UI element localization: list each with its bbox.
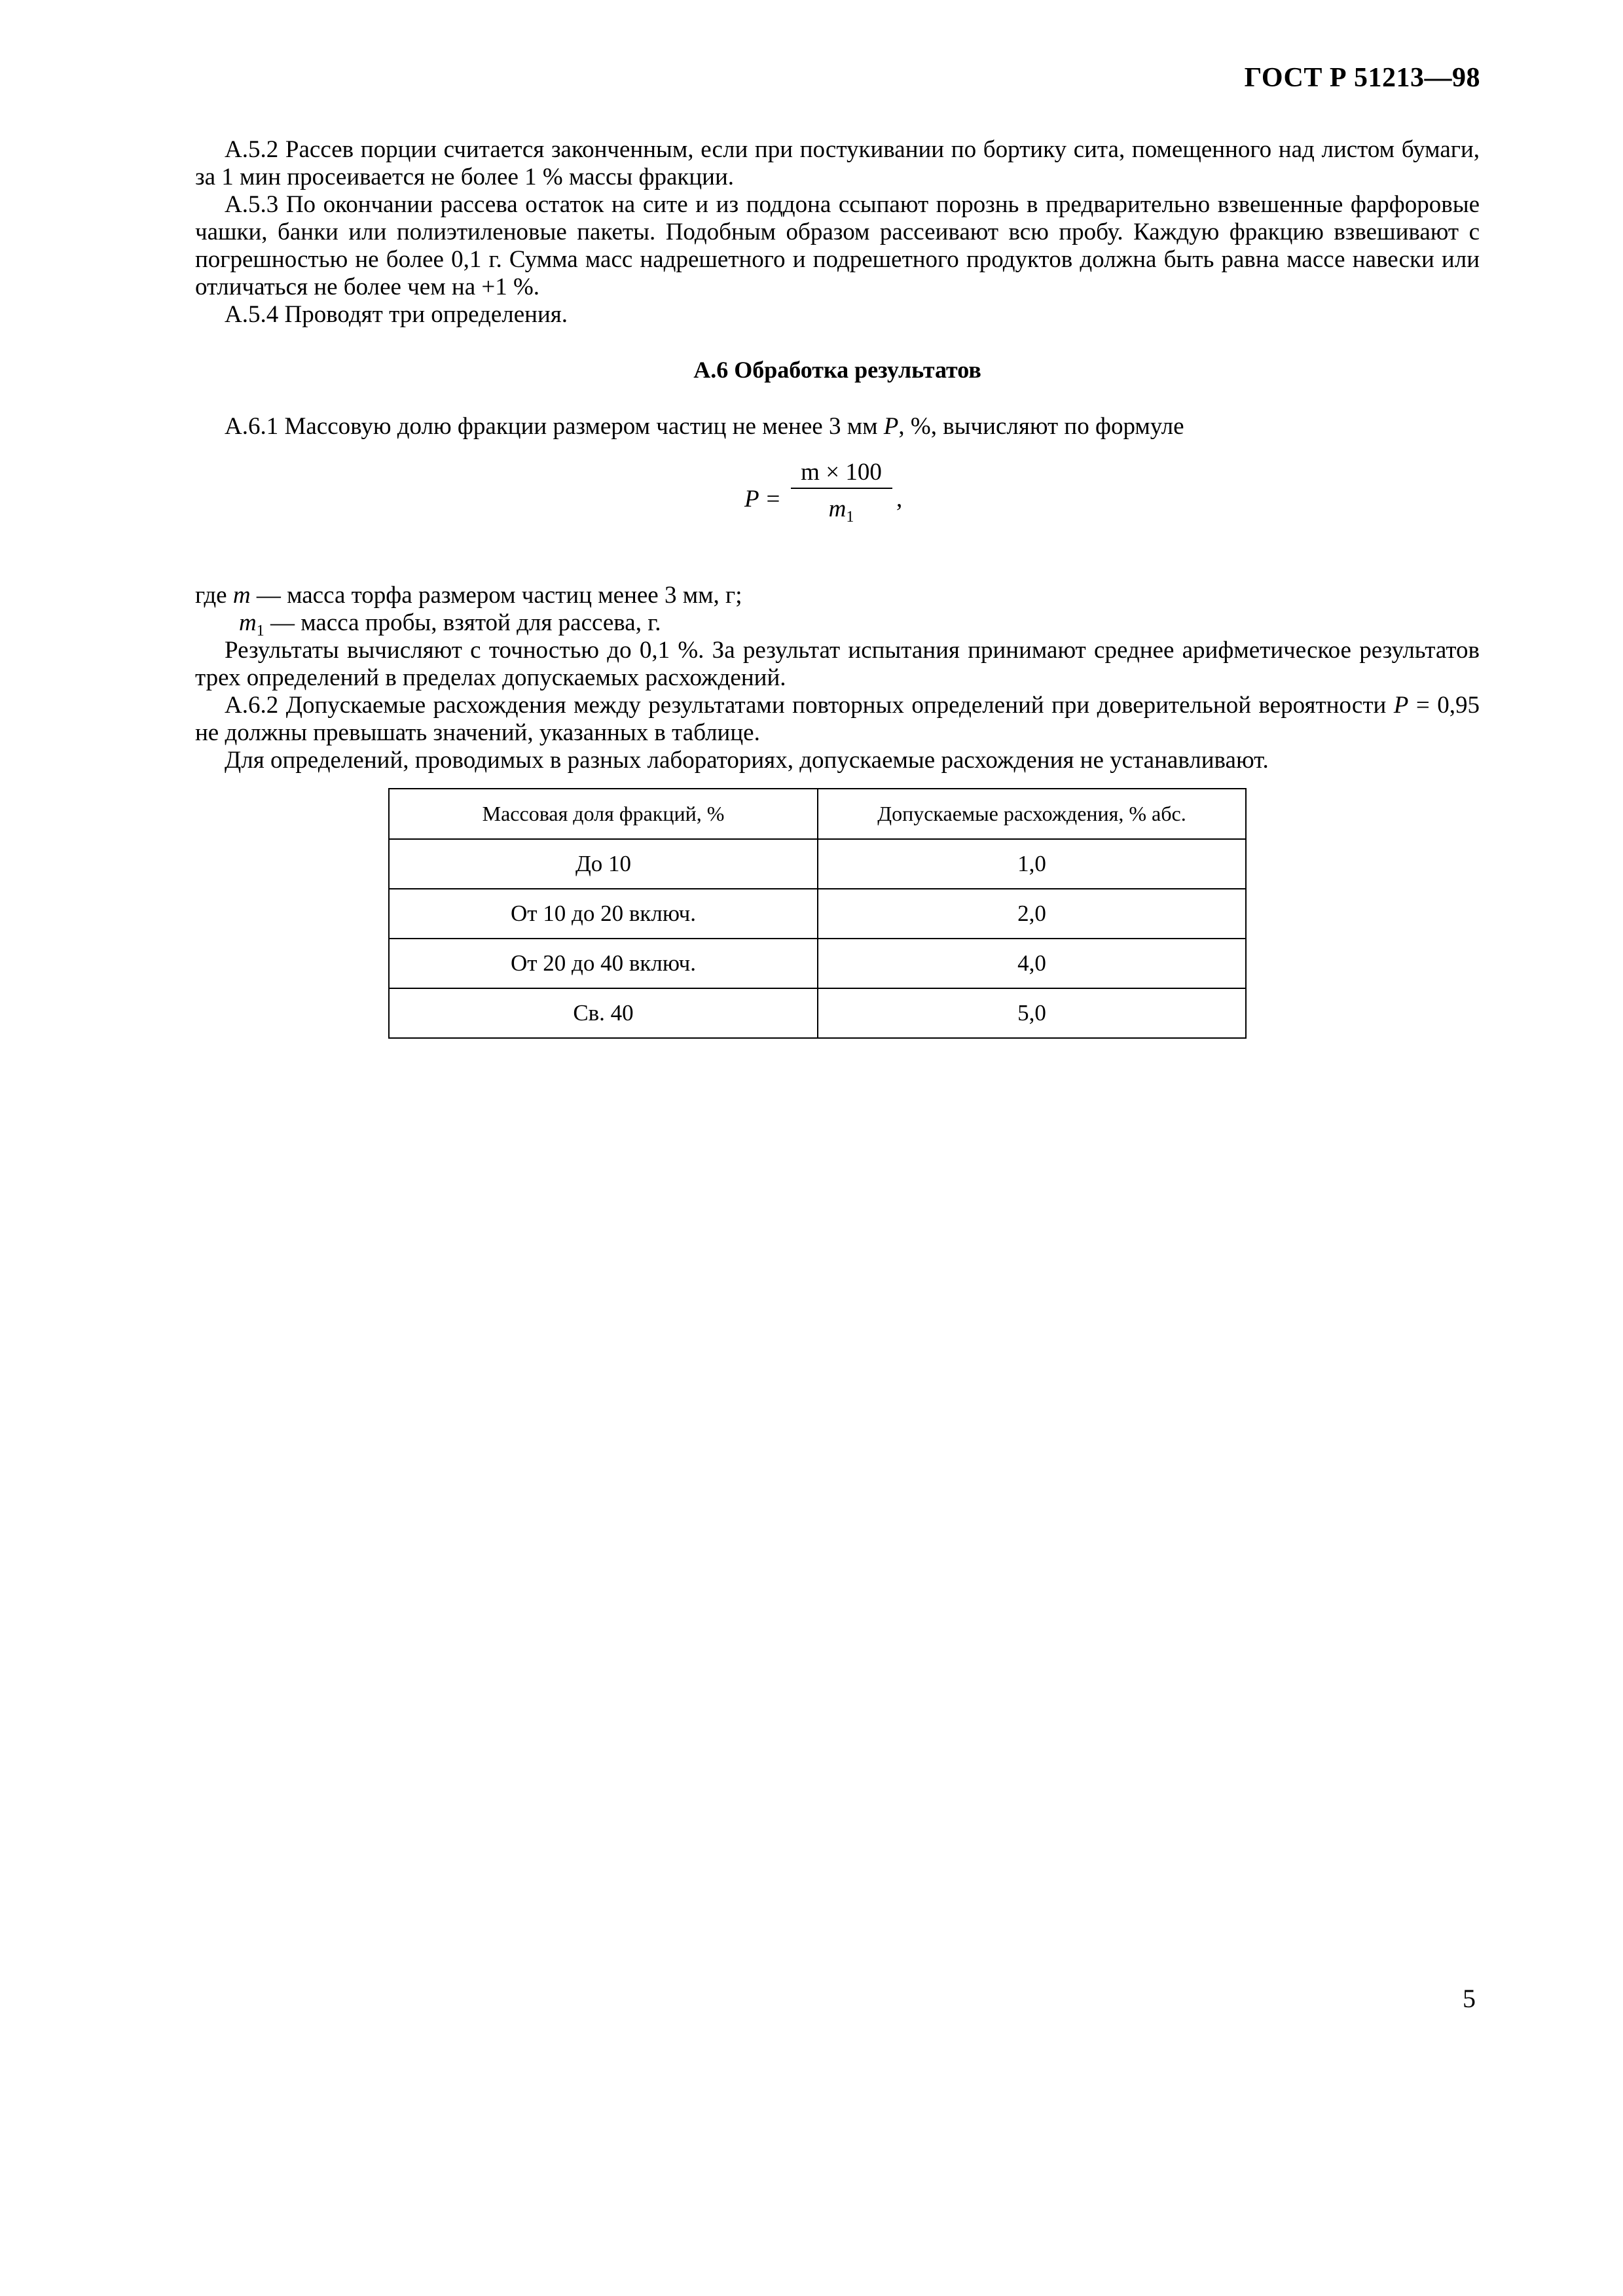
table-row xyxy=(389,939,1246,988)
table-row xyxy=(389,988,1246,1038)
table-cell: До 10 xyxy=(389,839,818,889)
a61-var: P xyxy=(883,413,899,440)
table-cell: 1,0 xyxy=(818,839,1246,889)
a62-after: = 0,95 не должны превышать значений, указанных в таблице. xyxy=(195,692,1480,746)
formula-den-sub: 1 xyxy=(846,509,854,526)
formula-den-var: m xyxy=(828,495,847,522)
table-cell: От 20 до 40 включ. xyxy=(389,939,818,988)
formula-lhs-text: P = xyxy=(744,486,782,512)
where-prefix: где xyxy=(195,582,233,609)
page-content xyxy=(195,136,1480,774)
where-var1: m xyxy=(232,582,251,609)
formula-lhs xyxy=(744,486,781,513)
table-row xyxy=(389,889,1246,939)
where-sub2: 1 xyxy=(256,622,264,639)
document-header: ГОСТ Р 51213—98 xyxy=(1244,63,1480,93)
formula-numerator: m × 100 xyxy=(801,459,882,486)
tolerance-table xyxy=(388,788,1247,1039)
where-line-1 xyxy=(195,582,1480,609)
where-text1: — масса торфа размером частиц менее 3 мм, г; xyxy=(250,582,742,609)
paragraph-a52: А.5.2 Рассев порции считается законченным, если при постукивании по бортику сита, помещенного над листом бумаги, за 1 мин просеивается не более 1 % массы фракции. xyxy=(195,136,1480,190)
page-number: 5 xyxy=(1463,1984,1476,2013)
table-cell: От 10 до 20 включ. xyxy=(389,889,818,939)
paragraph-labs: Для определений, проводимых в разных лабораториях, допускаемые расхождения не устанавливают. xyxy=(225,747,1269,774)
fraction-bar xyxy=(791,488,892,489)
paragraph-results: Результаты вычисляют с точностью до 0,1 %. За результат испытания принимают среднее арифметическое результатов трех определений в пределах допускаемых расхождений. xyxy=(195,637,1480,691)
table-header-cell: Допускаемые расхождения, % абс. xyxy=(818,789,1246,839)
paragraph-a61 xyxy=(195,413,1480,440)
a61-before: А.6.1 Массовую долю фракции размером частиц не менее 3 мм xyxy=(225,413,884,440)
table-cell: Св. 40 xyxy=(389,988,818,1038)
where-var2: m xyxy=(239,609,257,636)
paragraph-a54: А.5.4 Проводят три определения. xyxy=(225,301,568,328)
table-header-cell: Массовая доля фракций, % xyxy=(389,789,818,839)
where-line-2 xyxy=(195,609,1480,637)
table-cell: 4,0 xyxy=(818,939,1246,988)
table-cell: 5,0 xyxy=(818,988,1246,1038)
table-header-row xyxy=(389,789,1246,839)
section-title: А.6 Обработка результатов xyxy=(693,357,981,383)
paragraph-a53: А.5.3 По окончании рассева остаток на сите и из поддона ссыпают порознь в предварительно взвешенные фарфоровые чашки, банки или полиэтиленовые пакеты. Подобным образом рассеивают всю пробу. Каждую фракцию взвешивают с погрешностью не более 0,1 г. Сумма масс надрешетного и подрешетного продуктов должна быть равна массе навески или отличаться не более чем на +1 %. xyxy=(195,191,1480,300)
a62-var: P xyxy=(1393,692,1409,719)
formula xyxy=(195,459,1480,543)
table-cell: 2,0 xyxy=(818,889,1246,939)
formula-comma: , xyxy=(896,486,903,512)
table-row xyxy=(389,839,1246,889)
formula-denominator xyxy=(792,495,890,526)
a62-before: А.6.2 Допускаемые расхождения между результатами повторных определений при доверительной вероятности xyxy=(225,692,1394,719)
a61-after: , %, вычисляют по формуле xyxy=(898,413,1184,440)
paragraph-a62 xyxy=(195,692,1480,747)
where-text2: — масса пробы, взятой для рассева, г. xyxy=(264,609,661,636)
